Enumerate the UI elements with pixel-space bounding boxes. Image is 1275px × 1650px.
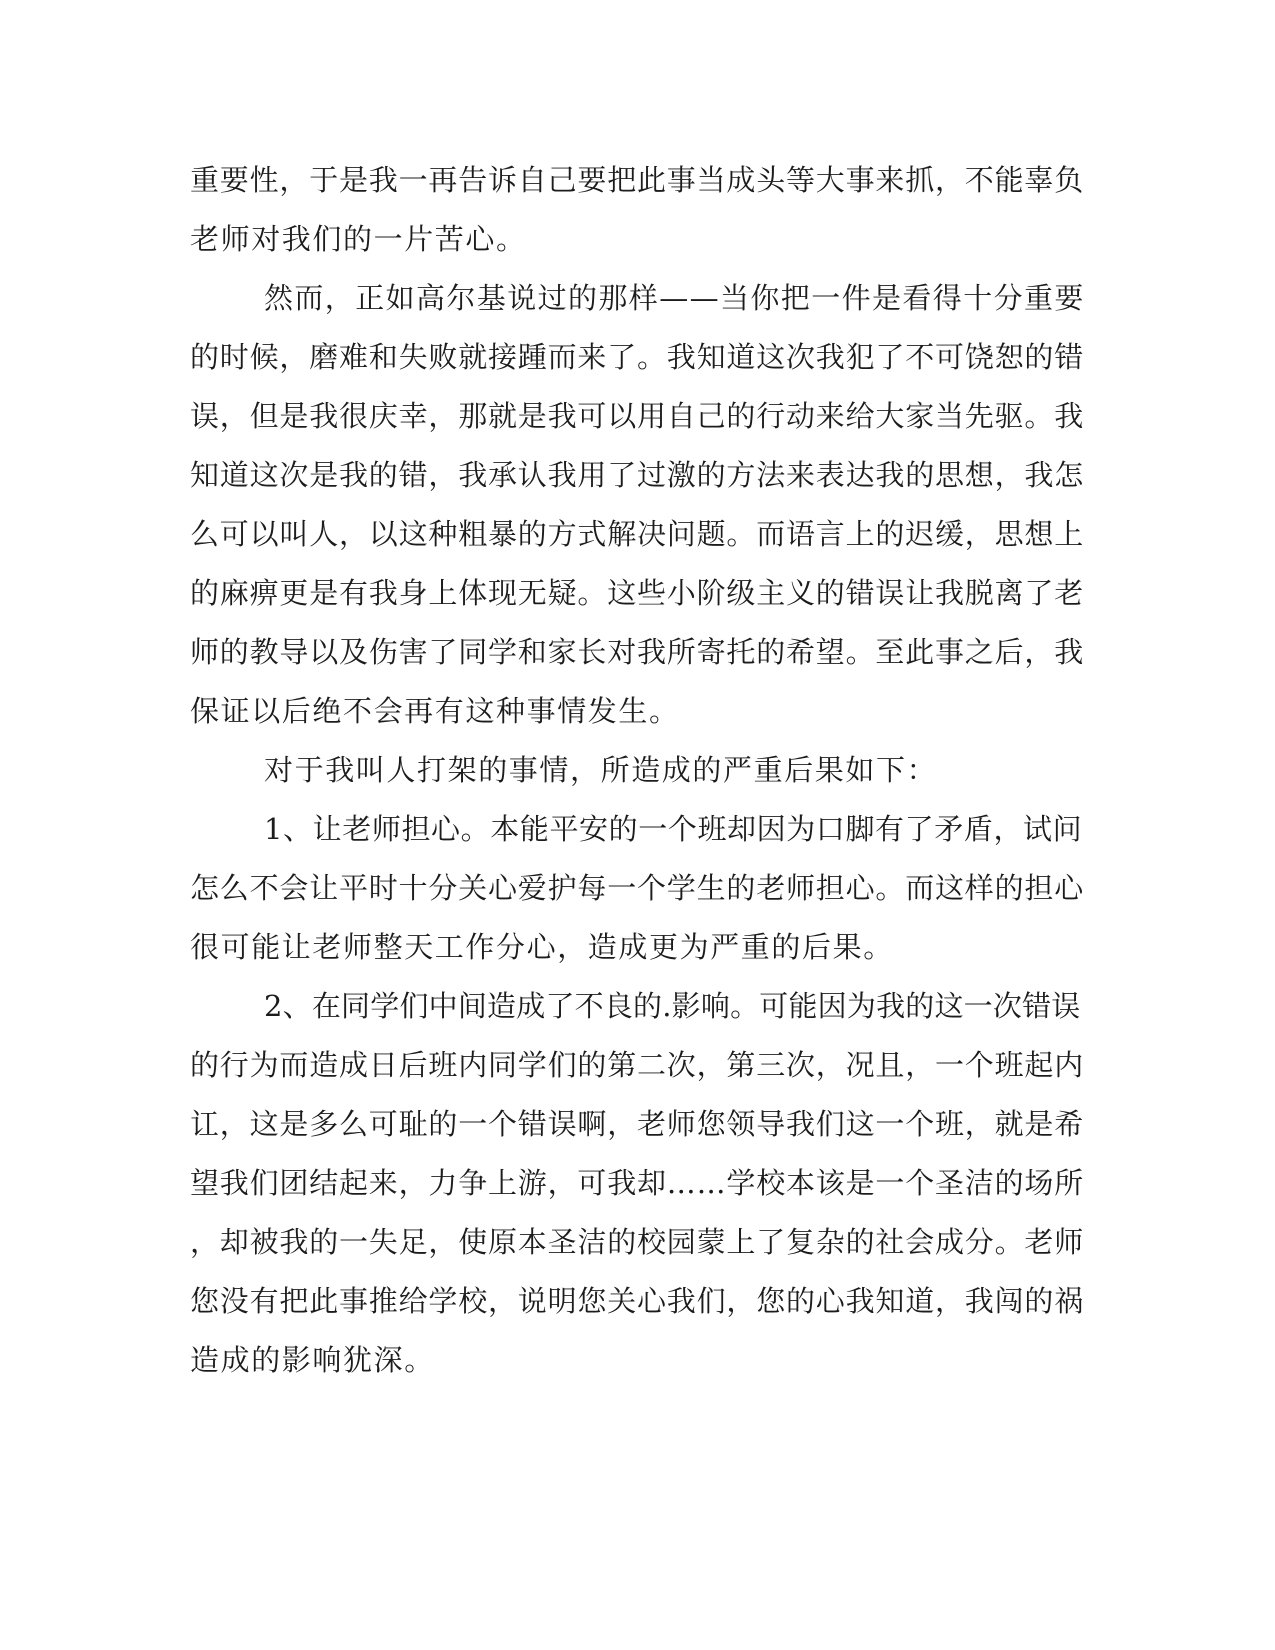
text-line: 1、让老师担心。本能平安的一个班却因为口脚有了矛盾，试问 (264, 812, 1083, 846)
text-line: 然而，正如高尔基说过的那样——当你把一件是看得十分重要 (264, 281, 1085, 315)
text-line: ，却被我的一失足，使原本圣洁的校园蒙上了复杂的社会成分。老师 (190, 1225, 1085, 1259)
text-line: 怎么不会让平时十分关心爱护每一个学生的老师担心。而这样的担心 (190, 871, 1085, 905)
text-line: 很可能让老师整天工作分心，造成更为严重的后果。 (190, 930, 894, 964)
text-line: 讧，这是多么可耻的一个错误啊，老师您领导我们这一个班，就是希 (190, 1107, 1085, 1141)
text-line: 知道这次是我的错，我承认我用了过激的方法来表达我的思想，我怎 (190, 458, 1085, 492)
text-line: 的时候，磨难和失败就接踵而来了。我知道这次我犯了不可饶恕的错 (190, 340, 1085, 374)
text-line: 您没有把此事推给学校，说明您关心我们，您的心我知道，我闯的祸 (190, 1284, 1085, 1318)
text-line: 造成的影响犹深。 (190, 1343, 435, 1377)
text-line: 老师对我们的一片苦心。 (190, 222, 527, 256)
text-line: 么可以叫人，以这种粗暴的方式解决问题。而语言上的迟缓，思想上 (190, 517, 1085, 551)
text-line: 误，但是我很庆幸，那就是我可以用自己的行动来给大家当先驱。我 (190, 399, 1085, 433)
text-line: 望我们团结起来，力争上游，可我却……学校本该是一个圣洁的场所 (190, 1166, 1085, 1200)
text-line: 的行为而造成日后班内同学们的第二次，第三次，况且，一个班起内 (190, 1048, 1085, 1082)
text-line: 对于我叫人打架的事情，所造成的严重后果如下： (264, 753, 938, 787)
text-line: 师的教导以及伤害了同学和家长对我所寄托的希望。至此事之后，我 (190, 635, 1085, 669)
text-line: 保证以后绝不会再有这种事情发生。 (190, 694, 680, 728)
text-line: 2、在同学们中间造成了不良的.影响。可能因为我的这一次错误 (264, 989, 1081, 1023)
text-line: 的麻痹更是有我身上体现无疑。这些小阶级主义的错误让我脱离了老 (190, 576, 1085, 610)
text-line: 重要性，于是我一再告诉自己要把此事当成头等大事来抓，不能辜负 (190, 163, 1085, 197)
